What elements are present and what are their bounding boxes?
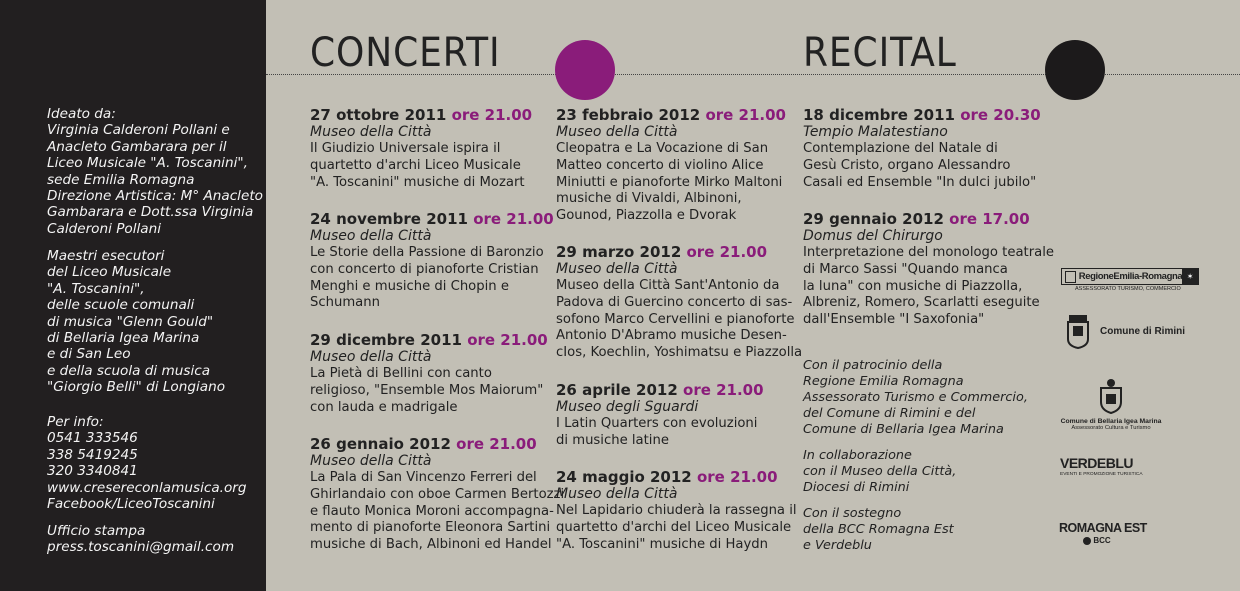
note-line: Assessorato Turismo e Commercio, bbox=[803, 390, 1028, 405]
phone-number[interactable]: 320 3340841 bbox=[47, 463, 138, 480]
desc-line: quartetto d'archi del Liceo Musicale bbox=[556, 519, 792, 535]
ideato-line: Liceo Musicale "A. Toscanini", bbox=[47, 155, 248, 172]
note-line: Con il patrocinio della bbox=[803, 358, 943, 373]
event-26-aprile bbox=[556, 381, 764, 450]
note-line: In collaborazione bbox=[803, 448, 912, 463]
event-27-ottobre bbox=[310, 106, 532, 191]
regione-emblem-icon bbox=[1065, 271, 1076, 283]
desc-line: Miniutti e pianoforte Mirko Maltoni bbox=[556, 174, 783, 190]
bellaria-logo-subtext: Assessorato Cultura e Turismo bbox=[1071, 425, 1151, 431]
event-venue: Museo degli Sguardi bbox=[556, 399, 699, 415]
ideato-line: Anacleto Gambarara per il bbox=[47, 138, 227, 155]
desc-line: Gounod, Piazzolla e Dvorak bbox=[556, 208, 737, 224]
event-description bbox=[310, 141, 532, 191]
note-line: Comune di Bellaria Igea Marina bbox=[803, 422, 1004, 437]
event-venue: Museo della Città bbox=[556, 124, 678, 140]
desc-line: religioso, "Ensemble Mos Maiorum" bbox=[310, 382, 544, 398]
ideato-line: Virginia Calderoni Pollani e bbox=[47, 122, 230, 139]
event-time: ore 17.00 bbox=[949, 210, 1030, 228]
desc-line: con lauda e madrigale bbox=[310, 399, 458, 415]
desc-line: "A. Toscanini" musiche di Haydn bbox=[556, 536, 769, 552]
ideato-line: Gambarara e Dott.ssa Virginia bbox=[47, 204, 254, 221]
comune-rimini-logo bbox=[1066, 313, 1185, 349]
desc-line: musiche di Bach, Albinoni ed Handel bbox=[310, 537, 552, 553]
event-venue: Domus del Chirurgo bbox=[803, 228, 943, 244]
desc-line: Albreniz, Romero, Scarlatti eseguite bbox=[803, 295, 1040, 311]
desc-line: Menghi e musiche di Chopin e bbox=[310, 278, 509, 294]
stampa-label: Ufficio stampa bbox=[47, 523, 146, 539]
maestri-line: e di San Leo bbox=[47, 346, 131, 363]
event-date: 23 febbraio 2012 bbox=[556, 106, 701, 124]
desc-line: Nel Lapidario chiuderà la rassegna il bbox=[556, 503, 797, 518]
event-date: 24 novembre 2011 bbox=[310, 210, 468, 228]
facebook-link[interactable]: Facebook/LiceoToscanini bbox=[47, 496, 215, 513]
event-description bbox=[803, 141, 1041, 191]
patrocinio-note bbox=[803, 358, 1028, 438]
black-circle-decoration bbox=[1045, 40, 1105, 100]
maestri-line: Maestri esecutori bbox=[47, 248, 165, 264]
regione-logo-text: RegioneEmilia-Romagna bbox=[1078, 271, 1183, 282]
event-description bbox=[803, 245, 1054, 329]
event-description bbox=[310, 470, 564, 554]
event-time: ore 21.00 bbox=[451, 106, 533, 124]
desc-line: I Latin Quarters con evoluzioni bbox=[556, 416, 758, 431]
regione-emilia-romagna-logo bbox=[1061, 268, 1199, 292]
phone-number[interactable]: 338 5419245 bbox=[47, 446, 138, 463]
note-line: con il Museo della Città, bbox=[803, 464, 957, 479]
maestri-line: di Bellaria Igea Marina bbox=[47, 330, 200, 347]
desc-line: con concerto di pianoforte Cristian bbox=[310, 261, 539, 277]
desc-line: Cleopatra e La Vocazione di San bbox=[556, 141, 769, 156]
heading-recital: RECITAL bbox=[803, 30, 957, 76]
event-time: ore 21.00 bbox=[696, 468, 778, 486]
event-date: 29 gennaio 2012 bbox=[803, 210, 944, 228]
desc-line: Interpretazione del monologo teatrale bbox=[803, 245, 1055, 260]
bellaria-logo-text: Comune di Bellaria Igea Marina bbox=[1060, 418, 1162, 425]
desc-line: cIos, Koechlin, Yoshimatsu e Piazzolla bbox=[556, 345, 803, 361]
desc-line: Museo della Città Sant'Antonio da bbox=[556, 278, 780, 293]
maestri-line: "A. Toscanini", bbox=[47, 280, 145, 297]
note-line: Regione Emilia Romagna bbox=[803, 374, 964, 389]
event-description bbox=[556, 141, 786, 225]
maestri-line: del Liceo Musicale bbox=[47, 264, 172, 281]
event-date: 24 maggio 2012 bbox=[556, 468, 692, 486]
maestri-line: delle scuole comunali bbox=[47, 297, 195, 314]
event-date: 29 marzo 2012 bbox=[556, 243, 682, 261]
info-label: Per info: bbox=[47, 414, 104, 430]
event-18-dicembre bbox=[803, 106, 1041, 191]
verdeblu-logo-text: VERDEBLU bbox=[1060, 455, 1134, 471]
event-description bbox=[556, 503, 797, 553]
desc-line: e flauto Monica Moroni accompagna- bbox=[310, 503, 554, 519]
desc-line: La Pala di San Vincenzo Ferreri del bbox=[310, 470, 537, 485]
sostegno-note bbox=[803, 506, 954, 554]
maestri-line: "Giorgio Belli" di Longiano bbox=[47, 379, 226, 396]
desc-line: quartetto d'archi Liceo Musicale bbox=[310, 157, 521, 173]
event-venue: Museo della Città bbox=[310, 228, 432, 244]
event-venue: Museo della Città bbox=[556, 261, 678, 277]
event-29-gennaio bbox=[803, 210, 1054, 329]
event-description bbox=[556, 278, 802, 362]
event-venue: Tempio Malatestiano bbox=[803, 124, 948, 140]
event-26-gennaio bbox=[310, 435, 564, 554]
heading-concerti: CONCERTI bbox=[310, 30, 501, 76]
event-venue: Museo della Città bbox=[310, 349, 432, 365]
rimini-logo-text: Comune di Rimini bbox=[1100, 325, 1185, 337]
desc-line: dall'Ensemble "I Saxofonia" bbox=[803, 312, 985, 328]
event-time: ore 21.00 bbox=[467, 331, 548, 349]
desc-line: musiche di Vivaldi, Albinoni, bbox=[556, 191, 742, 207]
event-description bbox=[310, 245, 554, 312]
bellaria-crest-icon bbox=[1097, 378, 1125, 414]
event-venue: Museo della Città bbox=[556, 486, 678, 502]
event-time: ore 20.30 bbox=[960, 106, 1041, 124]
desc-line: Padova di Guercino concerto di sas- bbox=[556, 294, 793, 310]
romagna-est-logo bbox=[1059, 521, 1147, 545]
regione-logo-subtext: ASSESSORATO TURISMO, COMMERCIO bbox=[1075, 286, 1181, 292]
event-time: ore 21.00 bbox=[686, 243, 768, 261]
event-23-febbraio bbox=[556, 106, 786, 225]
note-line: Diocesi di Rimini bbox=[803, 480, 910, 495]
desc-line: "A. Toscanini" musiche di Mozart bbox=[310, 174, 525, 190]
eu-flag-icon: ✶ bbox=[1182, 269, 1198, 284]
maestri-block bbox=[47, 248, 225, 396]
maestri-line: di musica "Glenn Gould" bbox=[47, 313, 214, 330]
desc-line: La Pietà di Bellini con canto bbox=[310, 366, 492, 381]
note-line: del Comune di Rimini e del bbox=[803, 406, 976, 421]
desc-line: Gesù Cristo, organo Alessandro bbox=[803, 157, 1011, 173]
collaborazione-note bbox=[803, 448, 956, 496]
event-date: 26 aprile 2012 bbox=[556, 381, 678, 399]
desc-line: Matteo concerto di violino Alice bbox=[556, 157, 764, 173]
event-24-novembre bbox=[310, 210, 554, 312]
event-description bbox=[310, 366, 548, 416]
event-date: 29 dicembre 2011 bbox=[310, 331, 462, 349]
maestri-line: e della scuola di musica bbox=[47, 362, 211, 379]
ideato-line: Calderoni Pollani bbox=[47, 220, 162, 237]
event-time: ore 21.00 bbox=[456, 435, 537, 453]
verdeblu-logo bbox=[1060, 456, 1143, 478]
desc-line: Le Storie della Passione di Baronzio bbox=[310, 245, 544, 260]
desc-line: di Marco Sassi "Quando manca bbox=[803, 261, 1008, 277]
event-description bbox=[556, 416, 764, 450]
note-line: Con il sostegno bbox=[803, 506, 902, 521]
website-link[interactable]: www.cresereconlamusica.org bbox=[47, 479, 247, 496]
ideato-block bbox=[47, 106, 263, 237]
desc-line: di musiche latine bbox=[556, 432, 669, 448]
desc-line: Schumann bbox=[310, 295, 380, 311]
desc-line: sofono Marco Cervellini e pianoforte bbox=[556, 311, 795, 327]
stampa-block bbox=[47, 523, 234, 556]
comune-bellaria-logo bbox=[1058, 378, 1164, 431]
desc-line: la luna" con musiche di Piazzolla, bbox=[803, 278, 1023, 294]
note-line: della BCC Romagna Est bbox=[803, 522, 954, 537]
event-time: ore 21.00 bbox=[705, 106, 786, 124]
desc-line: Il Giudizio Universale ispira il bbox=[310, 141, 501, 156]
event-29-dicembre bbox=[310, 331, 548, 416]
desc-line: Casali ed Ensemble "In dulci jubilo" bbox=[803, 174, 1037, 190]
event-date: 18 dicembre 2011 bbox=[803, 106, 955, 124]
ideato-line: Ideato da: bbox=[47, 106, 116, 122]
rimini-crest-icon bbox=[1066, 313, 1090, 349]
desc-line: Contemplazione del Natale di bbox=[803, 141, 998, 156]
info-block bbox=[47, 414, 247, 512]
romagna-logo-text: ROMAGNA EST bbox=[1059, 521, 1147, 535]
event-29-marzo bbox=[556, 243, 802, 362]
bcc-icon bbox=[1083, 537, 1091, 545]
email-link[interactable]: press.toscanini@gmail.com bbox=[47, 539, 235, 556]
desc-line: Antonio D'Abramo musiche Desen- bbox=[556, 328, 787, 344]
event-time: ore 21.00 bbox=[683, 381, 764, 399]
event-date: 27 ottobre 2011 bbox=[310, 106, 447, 124]
purple-circle-decoration bbox=[555, 40, 615, 100]
sidebar bbox=[0, 0, 266, 591]
event-time: ore 21.00 bbox=[473, 210, 554, 228]
verdeblu-logo-subtext: EVENTI E PROMOZIONE TURISTICA bbox=[1060, 472, 1143, 477]
event-venue: Museo della Città bbox=[310, 453, 432, 469]
phone-number[interactable]: 0541 333546 bbox=[47, 430, 138, 447]
event-venue: Museo della Città bbox=[310, 124, 432, 140]
ideato-line: Direzione Artistica: M° Anacleto bbox=[47, 188, 263, 205]
ideato-line: sede Emilia Romagna bbox=[47, 171, 195, 188]
event-24-maggio bbox=[556, 468, 797, 553]
bcc-logo-text: BCC bbox=[1093, 536, 1111, 545]
desc-line: mento di pianoforte Eleonora Sartini bbox=[310, 520, 551, 536]
note-line: e Verdeblu bbox=[803, 538, 872, 553]
event-date: 26 gennaio 2012 bbox=[310, 435, 451, 453]
desc-line: Ghirlandaio con oboe Carmen Bertozzi bbox=[310, 486, 565, 502]
